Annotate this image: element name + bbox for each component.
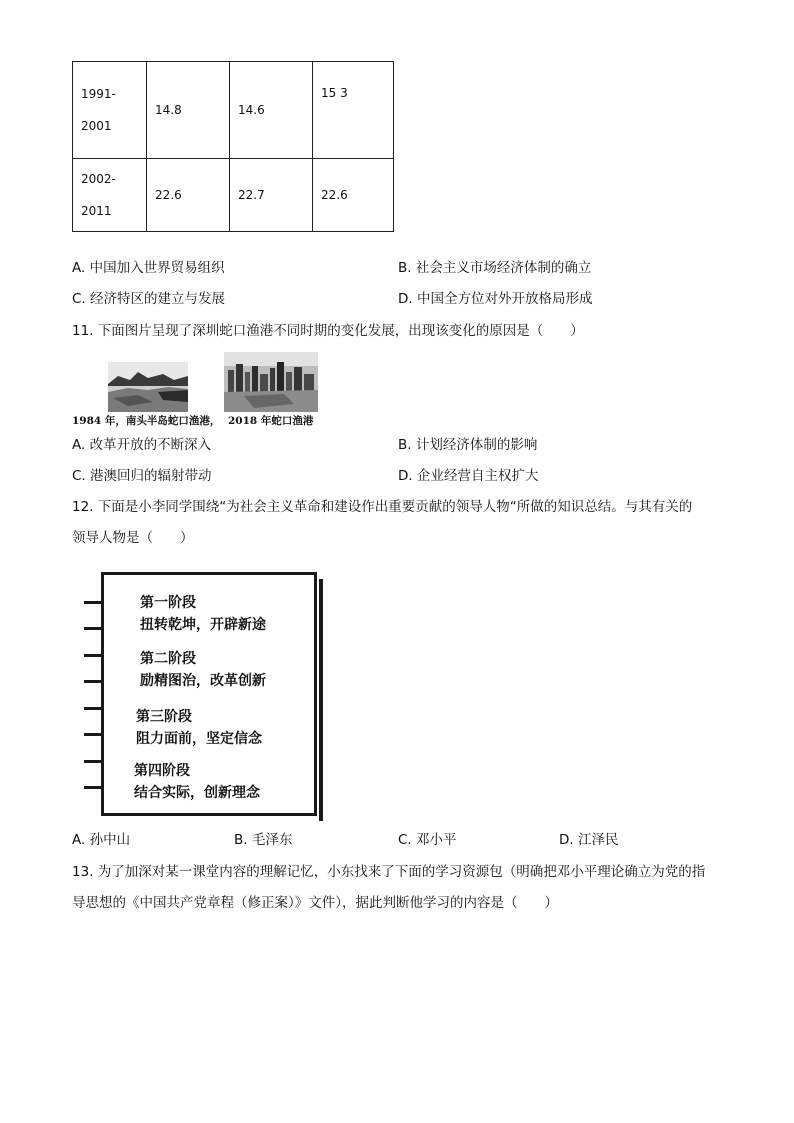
stage-title: 第三阶段 — [136, 709, 192, 725]
period-cell — [73, 159, 147, 232]
q10-option-d[interactable]: D. 中国全方位对外开放格局形成 — [398, 291, 593, 307]
q12-option-d[interactable]: D. 江泽民 — [559, 832, 619, 848]
q12-option-b[interactable]: B. 毛泽东 — [234, 832, 293, 848]
stage-title: 第一阶段 — [140, 595, 196, 611]
q11-option-b[interactable]: B. 计划经济体制的影响 — [398, 437, 538, 453]
q10-option-a[interactable]: A. 中国加入世界贸易组织 — [72, 260, 225, 276]
value-cell — [313, 62, 394, 159]
q11-option-d[interactable]: D. 企业经营自主权扩大 — [398, 468, 539, 484]
photo-caption-1984: 1984 年，南头半岛蛇口渔港， — [72, 415, 221, 427]
stage-title: 第四阶段 — [134, 763, 190, 779]
value-cell: 22.6 — [147, 159, 230, 232]
q12-stem-line2: 领导人物是（ ） — [72, 530, 194, 546]
fishing-port-1984-photo — [108, 362, 188, 412]
value-cell: 22.6 — [313, 159, 394, 232]
stage-text: 励精图治，改革创新 — [140, 673, 266, 689]
photo-caption-2018: 2018 年蛇口渔港 — [228, 415, 314, 427]
q12-option-c[interactable]: C. 邓小平 — [398, 832, 457, 848]
period-end: 2011 — [81, 204, 112, 218]
period-end: 2001 — [81, 119, 112, 133]
period-start: 2002- — [81, 172, 116, 186]
value-cell: 14.6 — [230, 62, 313, 159]
q12-stem-line1: 12. 下面是小李同学围绕“为社会主义革命和建设作出重要贡献的领导人物“所做的知识总结。与其有关的 — [72, 499, 693, 515]
q13-stem-line1: 13. 为了加深对某一课堂内容的理解记忆，小东找来了下面的学习资源包（明确把邓小平理论确立为党的指 — [72, 864, 706, 880]
value-text: 15 3 — [321, 86, 348, 100]
stage-1 — [140, 592, 266, 636]
fishing-port-2018-photo — [224, 352, 318, 412]
stage-2 — [140, 648, 266, 692]
stage-title: 第二阶段 — [140, 651, 196, 667]
q11-option-c[interactable]: C. 港澳回归的辐射带动 — [72, 468, 212, 484]
stage-4 — [134, 760, 260, 804]
value-cell: 22.7 — [230, 159, 313, 232]
value-cell: 14.8 — [147, 62, 230, 159]
q11-option-a[interactable]: A. 改革开放的不断深入 — [72, 437, 212, 453]
q10-option-c[interactable]: C. 经济特区的建立与发展 — [72, 291, 226, 307]
stage-text: 结合实际，创新理念 — [134, 785, 260, 801]
data-table — [72, 61, 394, 232]
period-cell — [73, 62, 147, 159]
q13-stem-line2: 导思想的《中国共产党章程（修正案）》文件），据此判断他学习的内容是（ ） — [72, 895, 558, 911]
stage-text: 扭转乾坤，开辟新途 — [140, 617, 266, 633]
q11-stem: 11. 下面图片呈现了深圳蛇口渔港不同时期的变化发展，出现该变化的原因是（ ） — [72, 323, 584, 339]
q10-option-b[interactable]: B. 社会主义市场经济体制的确立 — [398, 260, 592, 276]
period-start: 1991- — [81, 87, 116, 101]
table-row — [73, 159, 394, 232]
stage-3 — [136, 706, 262, 750]
q12-option-a[interactable]: A. 孙中山 — [72, 832, 131, 848]
stage-text: 阻力面前，坚定信念 — [136, 731, 262, 747]
table-row — [73, 62, 394, 159]
